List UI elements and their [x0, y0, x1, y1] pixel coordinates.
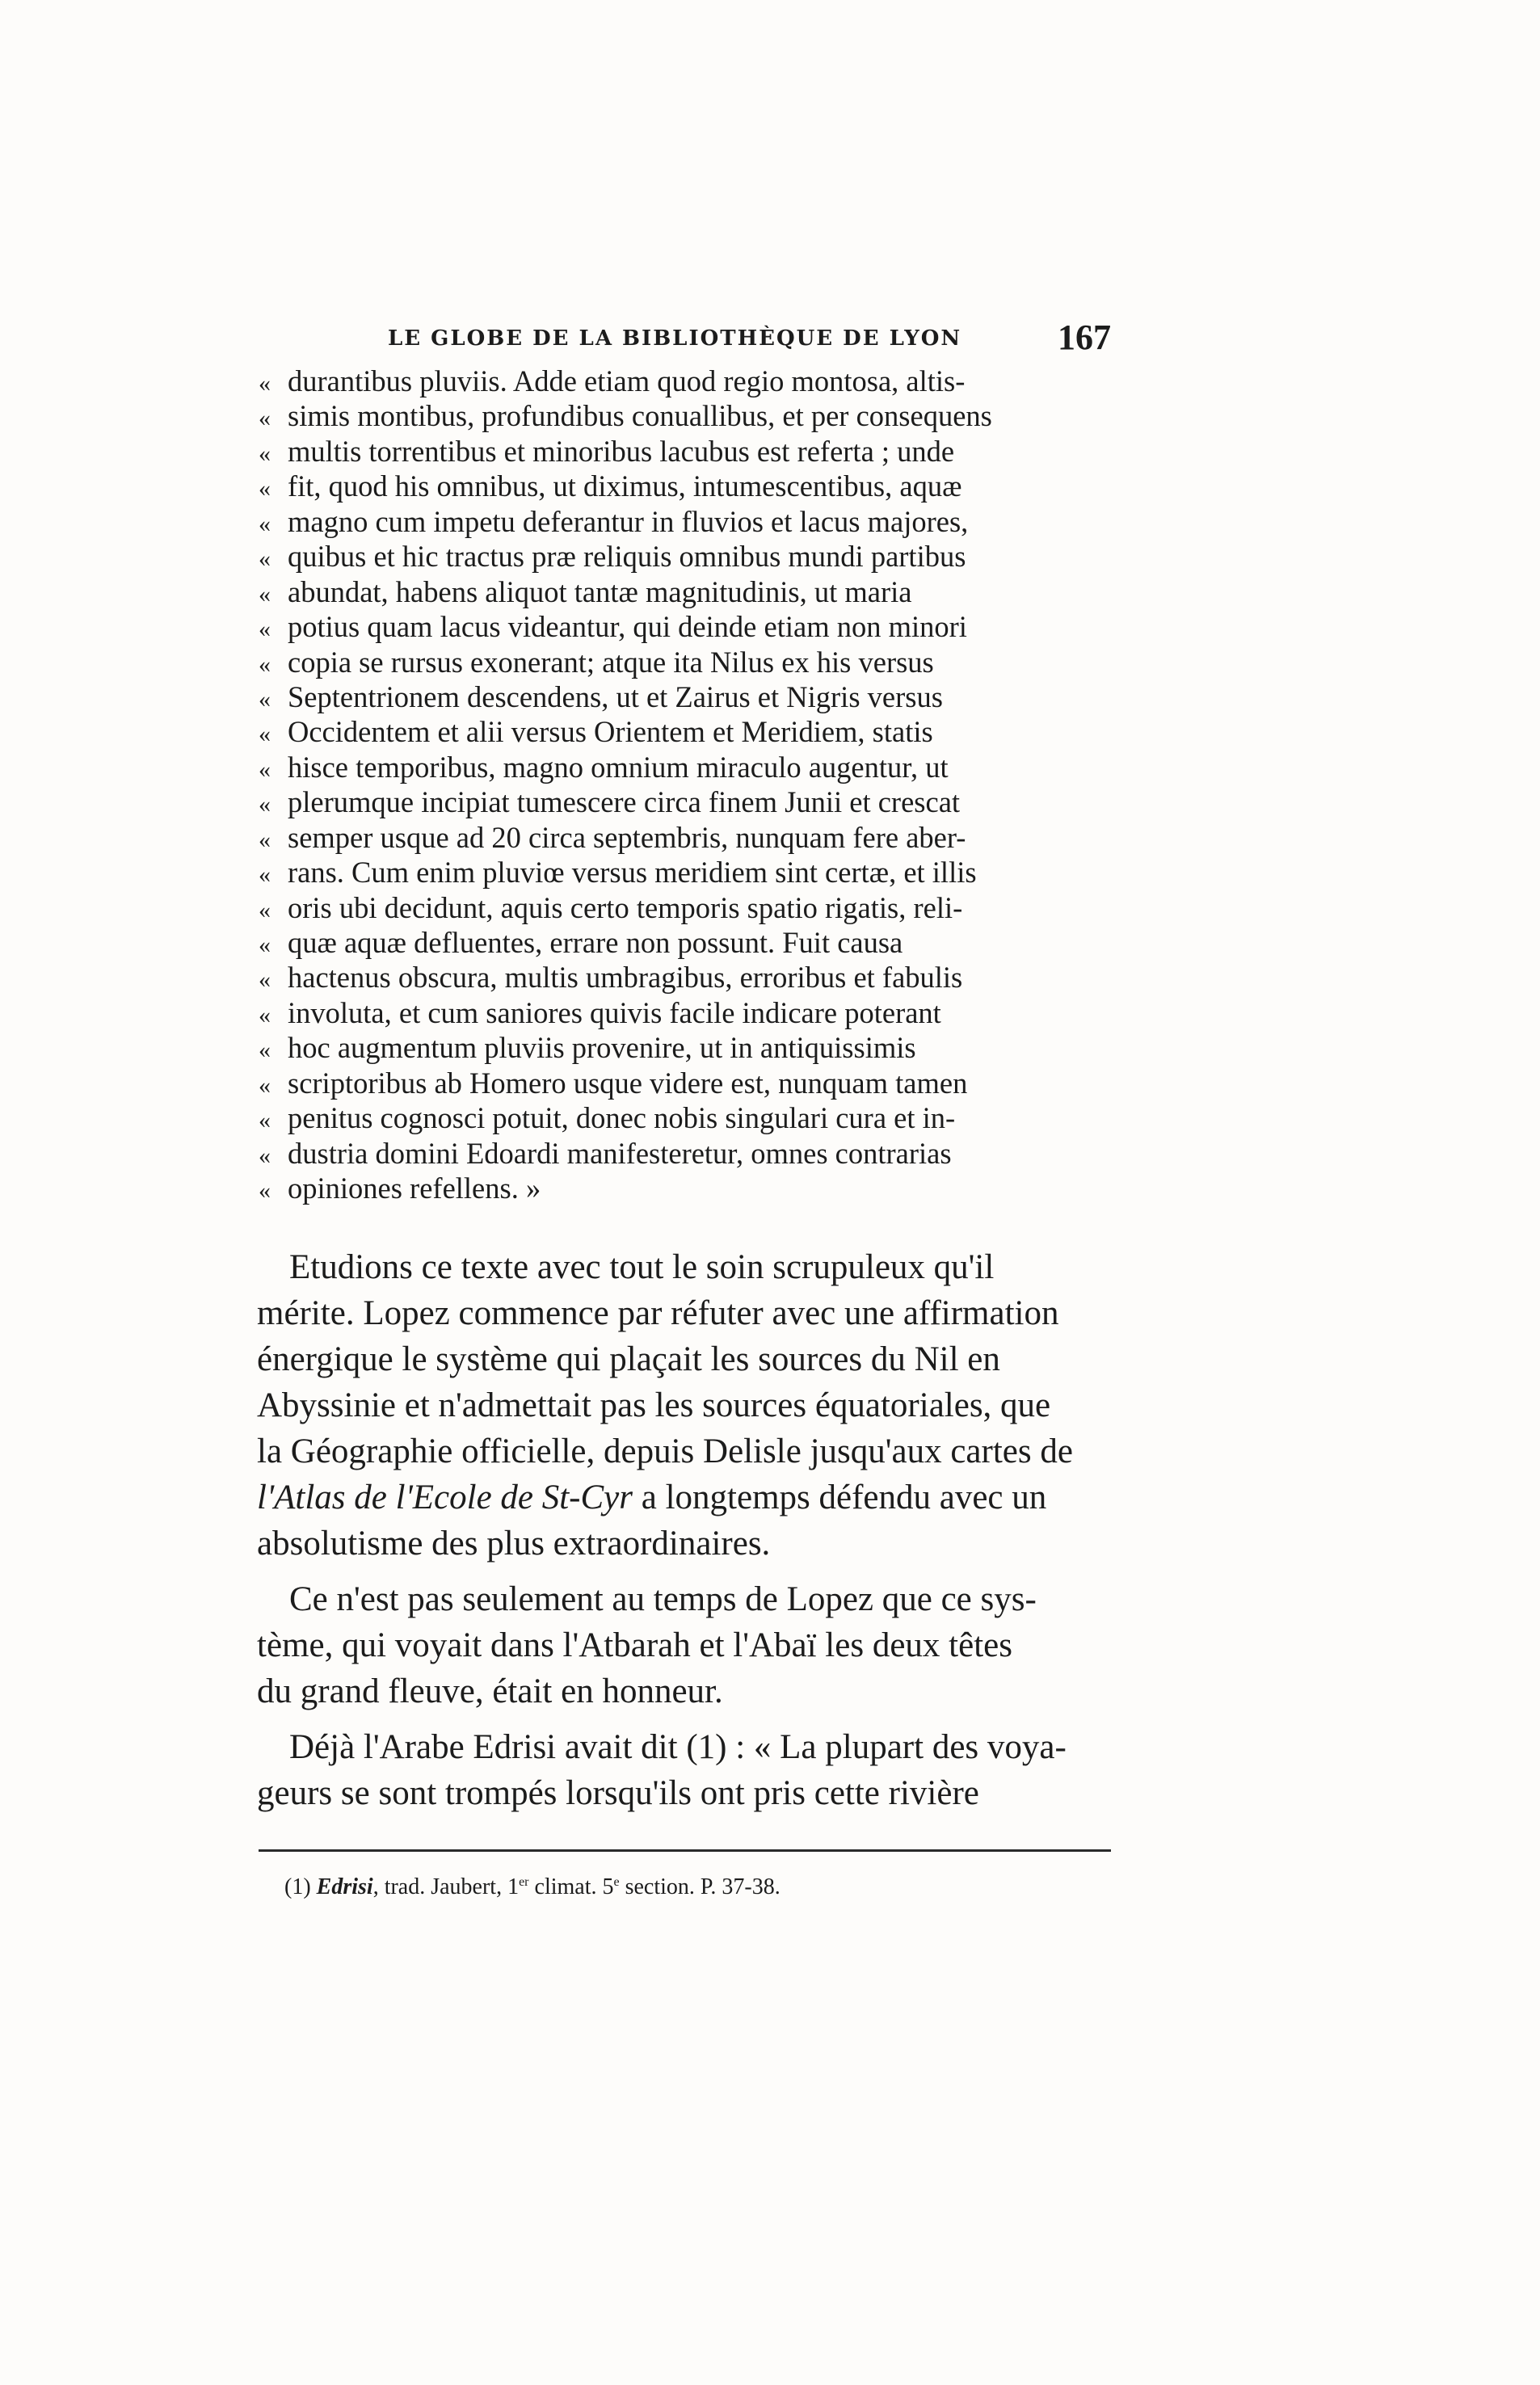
quote-line-text: penitus cognosci potuit, donec nobis singulari cura et in- — [288, 1101, 956, 1135]
quote-line-text: semper usque ad 20 circa septembris, nunquam fere aber- — [288, 820, 966, 854]
quote-line-text: magno cum impetu deferantur in fluvios et lacus majores, — [288, 504, 969, 538]
quote-mark: « — [259, 791, 271, 818]
quote-mark: « — [259, 580, 271, 608]
quote-line — [259, 539, 1111, 574]
quote-line-text: potius quam lacus videantur, qui deinde etiam non minori — [288, 610, 967, 644]
quote-mark: « — [259, 1001, 271, 1028]
quote-line — [259, 1066, 1111, 1100]
quote-line-text: quibus et hic tractus præ reliquis omnibus mundi partibus — [288, 540, 966, 574]
footnote-sup: er — [519, 1875, 529, 1889]
paragraph-line: mérite. Lopez commence par réfuter avec une affirmation — [257, 1294, 1059, 1332]
paragraph-line: Abyssinie et n'admettait pas les sources équatoriales, que — [257, 1386, 1051, 1424]
quote-line-text: hactenus obscura, multis umbragibus, erroribus et fabulis — [288, 961, 963, 995]
quote-line-text: simis montibus, profundibus conuallibus, et per consequens — [288, 399, 992, 433]
quote-line-text: Septentrionem descendens, ut et Zairus et Nigris versus — [288, 679, 943, 713]
quote-mark: « — [259, 1107, 271, 1134]
italic-title: l'Atlas de l'Ecole de St-Cyr — [257, 1479, 633, 1516]
quote-mark: « — [259, 896, 271, 923]
quote-line — [259, 398, 1111, 433]
quote-line — [259, 574, 1111, 609]
footnote-text: section. P. 37-38. — [619, 1874, 781, 1899]
quote-line-text: scriptoribus ab Homero usque videre est, nunquam tamen — [288, 1066, 968, 1100]
quote-mark: « — [259, 545, 271, 573]
quote-mark: « — [259, 1142, 271, 1169]
quote-line-text: involuta, et cum saniores quivis facile indicare poterant — [288, 995, 941, 1029]
quote-line — [259, 609, 1111, 644]
quote-mark: « — [259, 721, 271, 748]
quote-mark: « — [259, 1071, 271, 1099]
quote-line — [259, 855, 1111, 890]
quote-line — [259, 434, 1111, 469]
quote-mark: « — [259, 510, 271, 537]
quote-line-text: multis torrentibus et minoribus lacubus est referta ; unde — [288, 434, 955, 468]
quote-line-text: quæ aquæ defluentes, errare non possunt. Fuit causa — [288, 926, 903, 959]
quote-line — [259, 925, 1111, 960]
main-text — [257, 1244, 1111, 1816]
quote-line — [259, 504, 1111, 539]
paragraph-line: du grand fleuve, était en honneur. — [257, 1672, 723, 1710]
quote-line-text: opiniones refellens. — [288, 1171, 519, 1205]
paragraph-line: Déjà l'Arabe Edrisi avait dit (1) : « La plupart des voya- — [289, 1728, 1067, 1766]
quote-line-text: hoc augmentum pluviis provenire, ut in antiquissimis — [288, 1031, 916, 1065]
paragraph-line: énergique le système qui plaçait les sources du Nil en — [257, 1340, 1000, 1378]
paragraph-line: tème, qui voyait dans l'Atbarah et l'Abaï les deux têtes — [257, 1626, 1012, 1664]
footnote-text: climat. 5 — [528, 1874, 614, 1899]
quote-line — [259, 645, 1111, 679]
quote-line-text: dustria domini Edoardi manifesteretur, omnes contrarias — [288, 1136, 952, 1170]
quote-close-mark: » — [525, 1171, 541, 1205]
running-head-title: LE GLOBE DE LA BIBLIOTHÈQUE DE LYON — [388, 326, 962, 351]
quote-line-text: abundat, habens aliquot tantæ magnitudinis, ut maria — [288, 574, 912, 608]
quote-mark: « — [259, 966, 271, 994]
quote-line-text: rans. Cum enim pluviœ versus meridiem sint certæ, et illis — [288, 856, 977, 890]
quote-line — [259, 1136, 1111, 1171]
paragraph-line — [257, 1474, 1111, 1521]
quote-line — [259, 1100, 1111, 1135]
quote-line — [259, 784, 1111, 819]
quote-mark: « — [259, 685, 271, 713]
quote-line-text: fit, quod his omnibus, ut diximus, intumescentibus, aquæ — [288, 469, 962, 503]
running-head — [259, 318, 1111, 362]
quote-line — [259, 469, 1111, 503]
quote-line — [259, 714, 1111, 749]
quote-line-text: Occidentem et alii versus Orientem et Meridiem, statis — [288, 715, 933, 749]
quote-mark: « — [259, 861, 271, 889]
footnote-author: Edrisi — [316, 1874, 373, 1899]
paragraph-line: Etudions ce texte avec tout le soin scrupuleux qu'il — [289, 1248, 995, 1286]
quote-mark: « — [259, 932, 271, 958]
quote-line-text: durantibus pluviis. Adde etiam quod regio montosa, altis- — [288, 364, 966, 398]
footnote-marker: (1) — [284, 1874, 311, 1899]
footnote — [284, 1874, 781, 1900]
footnote-text: , trad. Jaubert, 1 — [372, 1874, 520, 1899]
quote-mark: « — [259, 475, 271, 503]
quote-line — [259, 1171, 1111, 1205]
quote-mark: « — [259, 370, 271, 397]
quote-line — [259, 750, 1111, 784]
quote-line — [259, 1030, 1111, 1065]
paragraph-line: absolutisme des plus extraordinaires. — [257, 1525, 771, 1563]
footnote-rule — [259, 1849, 1111, 1852]
page-number: 167 — [1058, 318, 1111, 357]
quote-mark: « — [259, 616, 271, 643]
quote-mark: « — [259, 440, 271, 467]
quote-mark: « — [259, 650, 271, 678]
quote-mark: « — [259, 826, 271, 853]
quote-line-text: hisce temporibus, magno omnium miraculo augentur, ut — [288, 750, 949, 784]
quote-mark: « — [259, 405, 271, 432]
quote-line — [259, 890, 1111, 925]
line-rest: a longtemps défendu avec un — [633, 1479, 1047, 1516]
quote-line — [259, 995, 1111, 1030]
paragraph-line: Ce n'est pas seulement au temps de Lopez que ce sys- — [289, 1580, 1037, 1618]
paragraph-line: geurs se sont trompés lorsqu'ils ont pris cette rivière — [257, 1774, 979, 1812]
quote-mark: « — [259, 1177, 271, 1205]
quote-line — [259, 820, 1111, 855]
quote-mark: « — [259, 1037, 271, 1064]
quote-line-text: oris ubi decidunt, aquis certo temporis spatio rigatis, reli- — [288, 890, 963, 924]
quote-line — [259, 960, 1111, 995]
quote-line-text: plerumque incipiat tumescere circa finem Junii et crescat — [288, 785, 961, 819]
footnote-sup: e — [613, 1875, 620, 1889]
quote-line — [259, 679, 1111, 714]
latin-quotation — [259, 364, 1111, 1206]
paragraph-line: la Géographie officielle, depuis Delisle jusqu'aux cartes de — [257, 1432, 1073, 1470]
quote-line — [259, 364, 1111, 398]
quote-line-text: copia se rursus exonerant; atque ita Nilus ex his versus — [288, 645, 934, 679]
quote-mark: « — [259, 755, 271, 783]
